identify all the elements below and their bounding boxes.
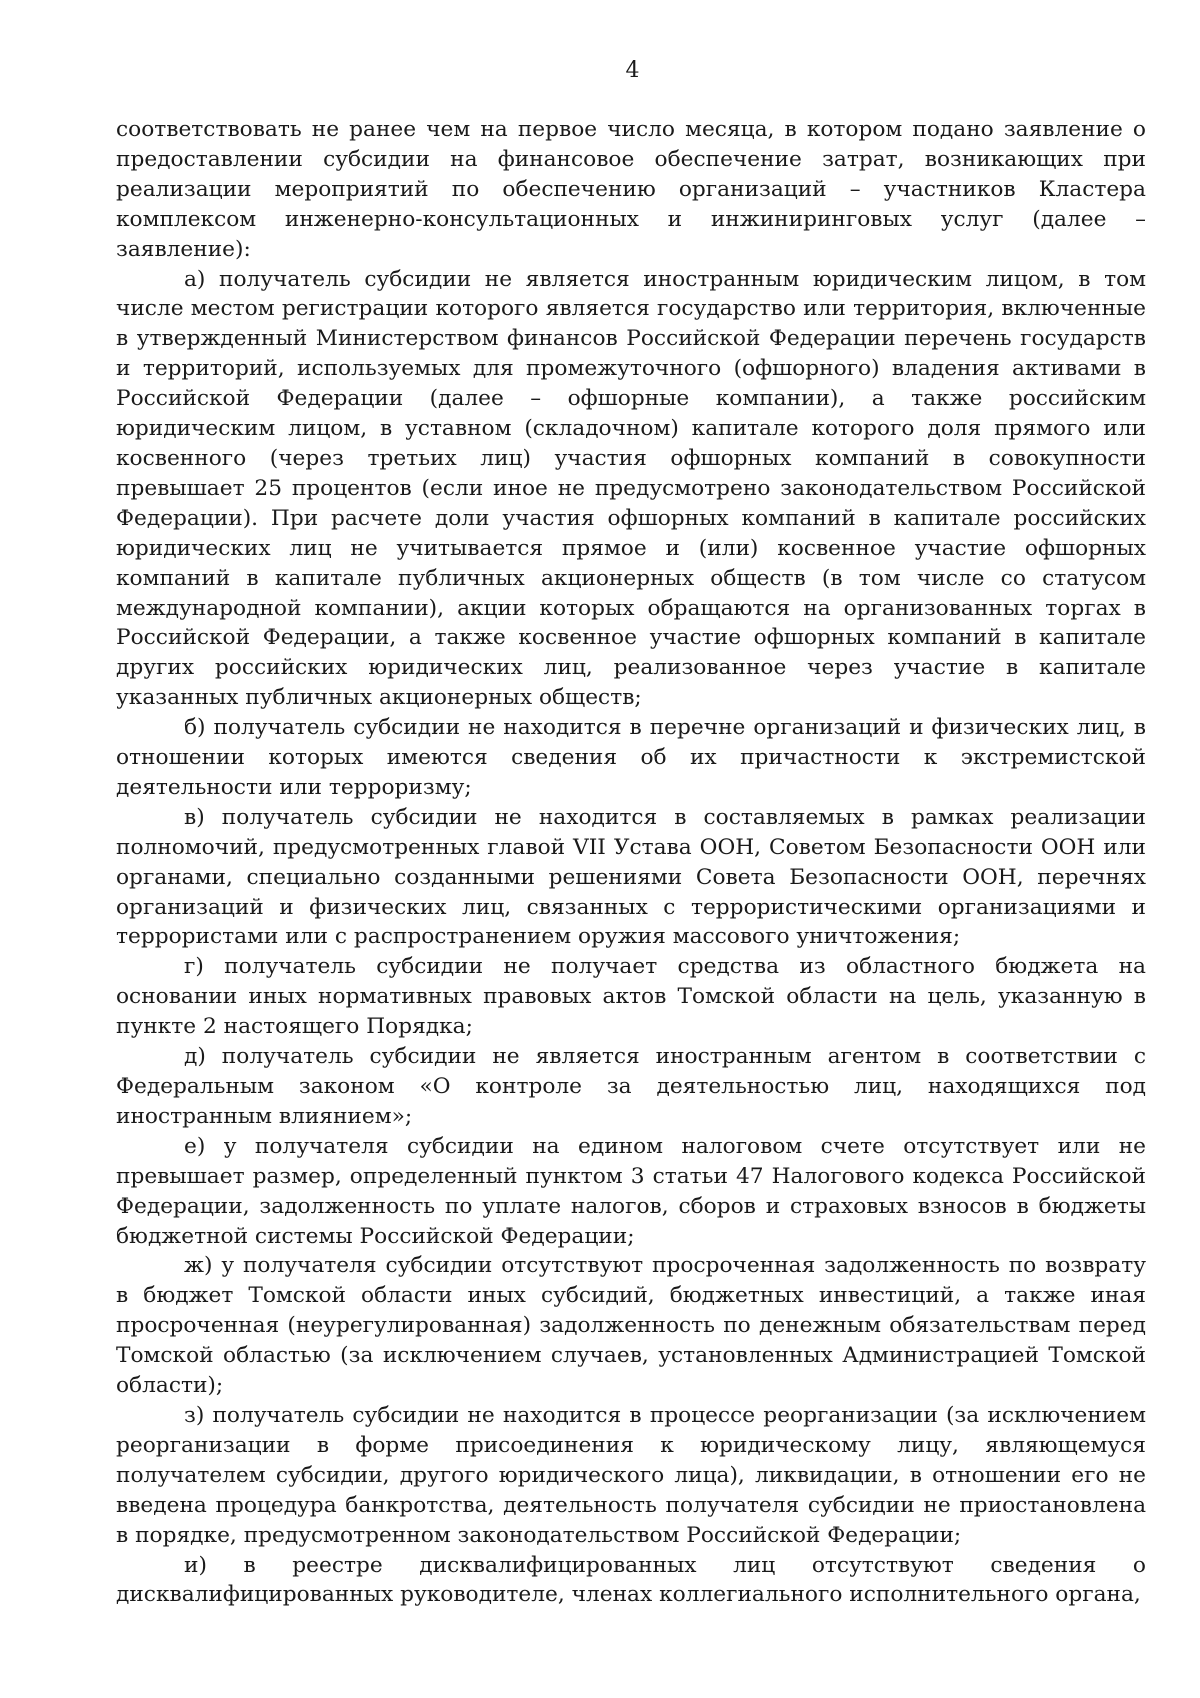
paragraph-item-g: г) получатель субсидии не получает средства из областного бюджета на основании иных нормативных правовых актов Томской области на цель, указанную в пункте 2 настоящего Порядка; — [116, 954, 1146, 1040]
paragraph-item-zh: ж) у получателя субсидии отсутствуют просроченная задолженность по возврату в бюджет Томской области иных субсидий, бюджетных инвестиций, а также иная просроченная (неурегулированная) задолженность по денежным обязательствам перед Томской областью (за исключением случаев, установленных Администрацией Томской области); — [116, 1253, 1146, 1399]
document-body — [116, 115, 1146, 1610]
paragraph-intro: соответствовать не ранее чем на первое число месяца, в котором подано заявление о предоставлении субсидии на финансовое обеспечение затрат, возникающих при реализации мероприятий по обеспечению организаций – участников Кластера комплексом инженерно-консультационных и инжиниринговых услуг (далее – заявление): — [116, 117, 1146, 262]
paragraph-item-d: д) получатель субсидии не является иностранным агентом в соответствии с Федеральным законом «О контроле за деятельностью лиц, находящихся под иностранным влиянием»; — [116, 1044, 1146, 1129]
paragraph-item-v: в) получатель субсидии не находится в составляемых в рамках реализации полномочий, предусмотренных главой VII Устава ООН, Советом Безопасности ООН или органами, специально созданными решениями Совета Безопасности ООН, перечнях организаций и физических лиц, связанных с террористическими организациями и террористами или с распространением оружия массового уничтожения; — [116, 804, 1146, 950]
paragraph-item-b: б) получатель субсидии не находится в перечне организаций и физических лиц, в отношении которых имеются сведения об их причастности к экстремистской деятельности или терроризму; — [116, 715, 1146, 800]
paragraph-item-z: з) получатель субсидии не находится в процессе реорганизации (за исключением реорганизации в форме присоединения к юридическому лицу, являющемуся получателем субсидии, другого юридического лица), ликвидации, в отношении его не введена процедура банкротства, деятельность получателя субсидии не приостановлена в порядке, предусмотренном законодательством Российской Федерации; — [116, 1402, 1146, 1548]
page-number: 4 — [625, 58, 640, 83]
paragraph-item-i: и) в реестре дисквалифицированных лиц отсутствуют сведения о дисквалифицированных руководителе, членах коллегиального исполнительного органа, — [116, 1552, 1146, 1608]
paragraph-item-a: а) получатель субсидии не является иностранным юридическим лицом, в том числе местом регистрации которого является государство или территория, включенные в утвержденный Министерством финансов Российской Федерации перечень государств и территорий, используемых для промежуточного (офшорного) владения активами в Российской Федерации (далее – офшорные компании), а также российским юридическим лицом, в уставном (складочном) капитале которого доля прямого или косвенного (через третьих лиц) участия офшорных компаний в совокупности превышает 25 процентов (если иное не предусмотрено законодательством Российской Федерации). При расчете доли участия офшорных компаний в капитале российских юридических лиц не учитывается прямое и (или) косвенное участие офшорных компаний в капитале публичных акционерных обществ (в том числе со статусом международной компании), акции которых обращаются на организованных торгах в Российской Федерации, а также косвенное участие офшорных компаний в капитале других российских юридических лиц, реализованное через участие в капитале указанных публичных акционерных обществ; — [116, 266, 1146, 711]
paragraph-item-e: е) у получателя субсидии на едином налоговом счете отсутствует или не превышает размер, определенный пунктом 3 статьи 47 Налогового кодекса Российской Федерации, задолженность по уплате налогов, сборов и страховых взносов в бюджеты бюджетной системы Российской Федерации; — [116, 1133, 1146, 1249]
